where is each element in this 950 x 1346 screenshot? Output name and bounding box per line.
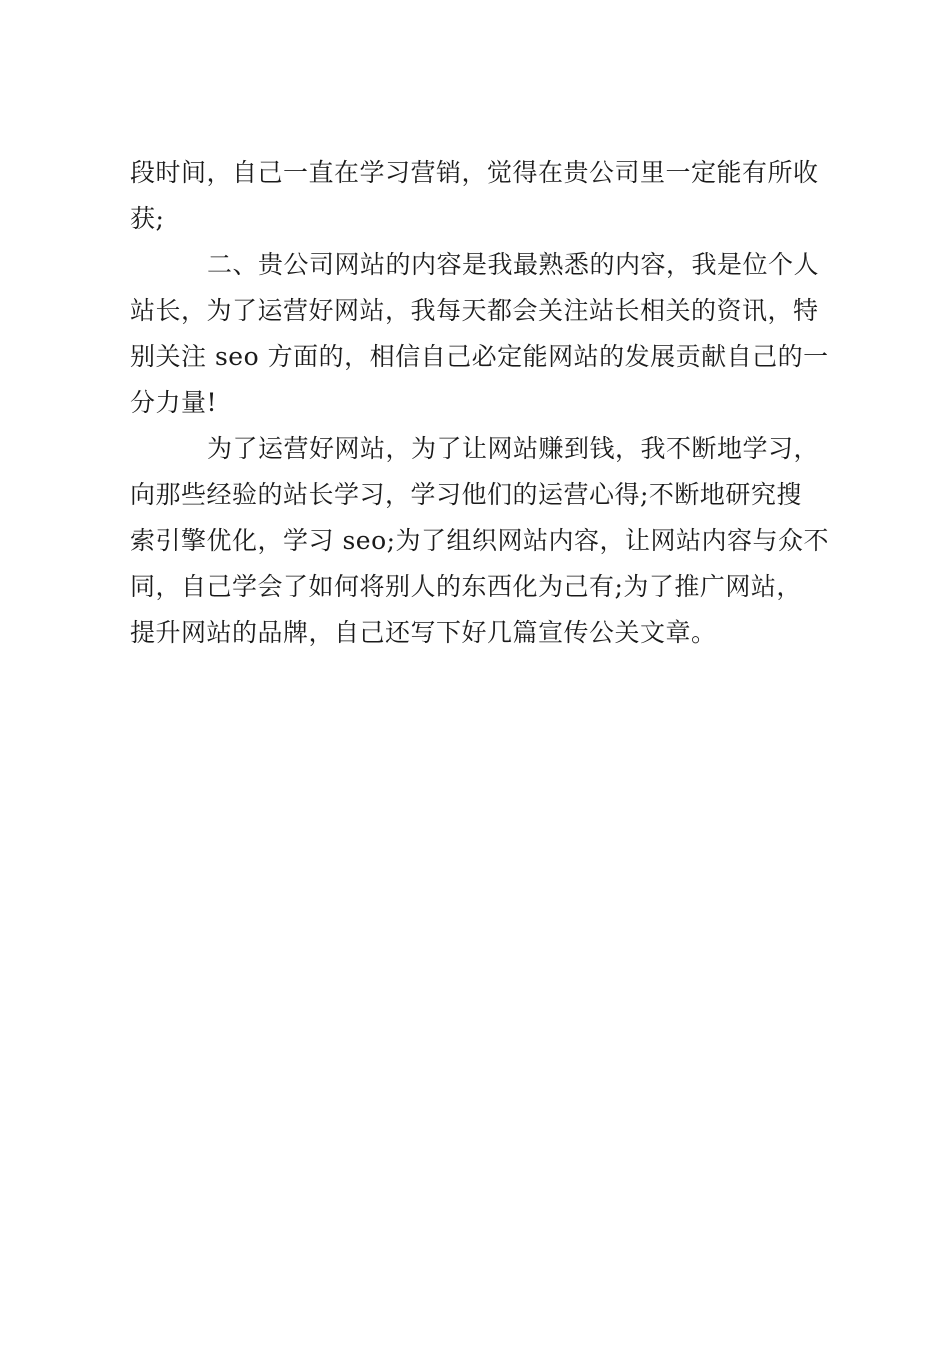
paragraph-2	[130, 242, 830, 426]
paragraph-line: 索引擎优化，学习 seo;为了组织网站内容，让网站内容与众不	[130, 526, 830, 555]
paragraph-line: 同，自己学会了如何将别人的东西化为己有;为了推广网站，	[130, 572, 802, 601]
paragraph-line: 向那些经验的站长学习，学习他们的运营心得;不断地研究搜	[130, 480, 802, 509]
paragraph-line: 站长，为了运营好网站，我每天都会关注站长相关的资讯，特	[130, 296, 819, 325]
paragraph-line: 提升网站的品牌，自己还写下好几篇宣传公关文章。	[130, 618, 717, 647]
paragraph-line: 获;	[130, 204, 165, 233]
body-text	[130, 150, 830, 656]
paragraph-line: 别关注 seo 方面的，相信自己必定能网站的发展贡献自己的一	[130, 342, 829, 371]
paragraph-3	[130, 426, 830, 656]
paragraph-line: 为了运营好网站，为了让网站赚到钱，我不断地学习，	[207, 434, 820, 463]
paragraph-line: 分力量!	[130, 388, 218, 417]
paragraph-line: 二、贵公司网站的内容是我最熟悉的内容，我是位个人	[207, 250, 820, 279]
paragraph-1	[130, 150, 830, 242]
paragraph-line: 段时间，自己一直在学习营销，觉得在贵公司里一定能有所收	[130, 158, 819, 187]
